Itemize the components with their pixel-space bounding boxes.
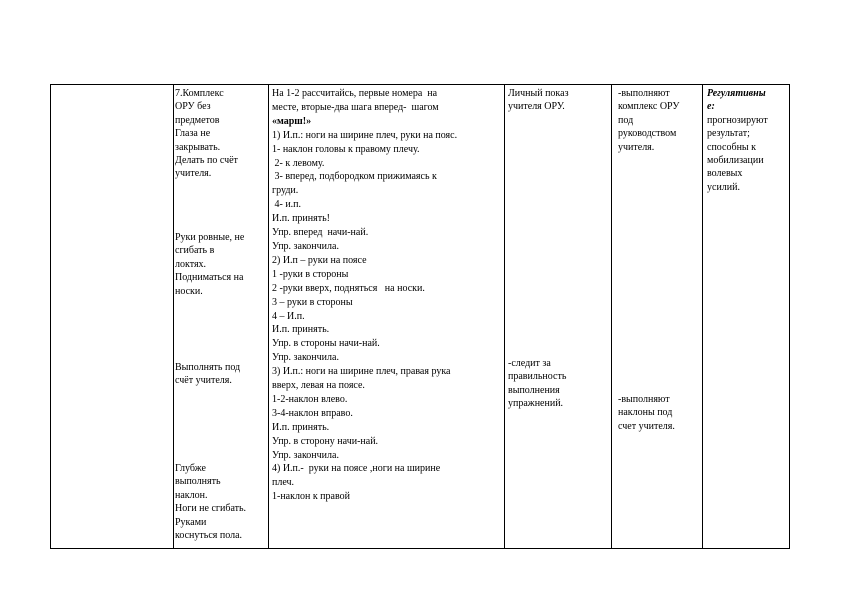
note-line: учителя.: [175, 168, 212, 180]
note-line: предметов: [175, 114, 220, 126]
note-line: Ноги не сгибать.: [175, 503, 247, 515]
outcome-line: мобилизации: [707, 155, 764, 167]
note-line: Делать по счёт: [175, 155, 238, 167]
exercise-line: 2- к левому.: [272, 157, 325, 169]
column-divider: [504, 85, 505, 548]
note-line: наклон.: [175, 489, 208, 501]
exercise-line: 1- наклон головы к правому плечу.: [272, 143, 420, 155]
teacher-activity-block-1: [508, 87, 604, 114]
column-divider: [173, 85, 174, 548]
student-line: комплекс ОРУ: [618, 101, 680, 113]
teacher-line: учителя ОРУ.: [508, 101, 565, 113]
note-line: Руками: [175, 516, 207, 528]
exercise-line: И.п. принять.: [272, 421, 330, 433]
exercise-line: И.п. принять!: [272, 213, 330, 225]
student-activity-block-2: [618, 393, 704, 433]
note-line: Глубже: [175, 463, 206, 474]
outcome-line: волевых: [707, 168, 743, 180]
student-line: руководством: [618, 128, 677, 140]
exercise-line: 1-наклон к правой: [272, 491, 350, 503]
exercise-line: 4) И.п.- руки на поясе ,ноги на ширине: [272, 463, 441, 475]
outcome-line: усилий.: [707, 181, 740, 193]
exercise-line: плеч.: [272, 477, 295, 489]
teacher-line: выполнения: [508, 384, 560, 396]
student-line: -выполняют: [618, 88, 670, 99]
note-line: выполнять: [175, 476, 221, 488]
student-line: под: [618, 114, 634, 126]
exercise-line: 4- и.п.: [272, 199, 302, 211]
exercise-content: [272, 87, 504, 504]
outcomes-heading: Регулятивны: [707, 88, 766, 99]
student-line: учителя.: [618, 141, 655, 153]
methodical-notes-block-2: [175, 231, 265, 298]
exercise-line: Упр. закончила.: [272, 352, 339, 364]
student-activity-block-1: [618, 87, 704, 154]
outcomes-heading: е:: [707, 101, 715, 113]
exercise-line: вверх, левая на поясе.: [272, 380, 365, 392]
exercise-line: 2 -руки вверх, подняться на носки.: [272, 282, 425, 294]
exercise-line: Упр. в стороны начи-най.: [272, 338, 380, 350]
teacher-line: Личный показ: [508, 88, 569, 99]
exercise-line: Упр. закончила.: [272, 449, 339, 461]
note-line: Руки ровные, не: [175, 232, 245, 243]
exercise-line: На 1-2 рассчитайсь, первые номера на: [272, 88, 438, 99]
exercise-line: 2) И.п – руки на поясе: [272, 254, 367, 266]
note-line: коснуться пола.: [175, 530, 243, 542]
student-line: счет учителя.: [618, 420, 675, 432]
methodical-notes-block-1: [175, 87, 265, 181]
note-line: Подниматься на: [175, 272, 244, 284]
note-line: закрывать.: [175, 141, 221, 153]
exercise-line: 3) И.п.: ноги на ширине плеч, правая рука: [272, 366, 451, 378]
note-line: Выполнять под: [175, 362, 241, 373]
note-line: носки.: [175, 285, 203, 297]
note-line: сгибать в: [175, 245, 215, 257]
exercise-line: 1) И.п.: ноги на ширине плеч, руки на пояс.: [272, 129, 458, 141]
outcomes-block: [707, 87, 789, 194]
lesson-table: [50, 84, 790, 549]
exercise-line: «марш!»: [272, 115, 312, 127]
note-line: ОРУ без: [175, 101, 211, 113]
methodical-notes-block-3: [175, 361, 265, 388]
exercise-line: 3- вперед, подбородком прижимаясь к: [272, 171, 437, 183]
teacher-line: правильность: [508, 371, 567, 383]
exercise-line: Упр. вперед начи-най.: [272, 227, 369, 239]
outcome-line: способны к: [707, 141, 756, 153]
column-divider: [611, 85, 612, 548]
methodical-notes-block-4: [175, 462, 265, 542]
column-divider: [268, 85, 269, 548]
student-line: наклоны под: [618, 407, 673, 419]
exercise-line: И.п. принять.: [272, 324, 330, 336]
outcome-line: результат;: [707, 128, 750, 140]
note-line: счёт учителя.: [175, 375, 232, 387]
teacher-line: -следит за: [508, 358, 551, 369]
note-line: 7.Комплекс: [175, 88, 224, 99]
exercise-line: Упр. закончила.: [272, 240, 339, 252]
exercise-line: 3-4-наклон вправо.: [272, 407, 353, 419]
exercise-line: 1 -руки в стороны: [272, 268, 349, 280]
exercise-line: 1-2-наклон влево.: [272, 393, 348, 405]
exercise-line: 4 – И.п.: [272, 310, 305, 322]
column-divider: [702, 85, 703, 548]
teacher-line: упражнений.: [508, 398, 564, 410]
teacher-activity-block-2: [508, 357, 604, 411]
exercise-line: месте, вторые-два шага вперед- шагом: [272, 101, 439, 113]
note-line: Глаза не: [175, 128, 211, 140]
student-line: -выполняют: [618, 394, 670, 405]
note-line: локтях.: [175, 258, 207, 270]
outcome-line: прогнозируют: [707, 114, 768, 126]
exercise-line: Упр. в сторону начи-най.: [272, 435, 379, 447]
exercise-line: груди.: [272, 185, 299, 197]
exercise-line: 3 – руки в стороны: [272, 296, 353, 308]
